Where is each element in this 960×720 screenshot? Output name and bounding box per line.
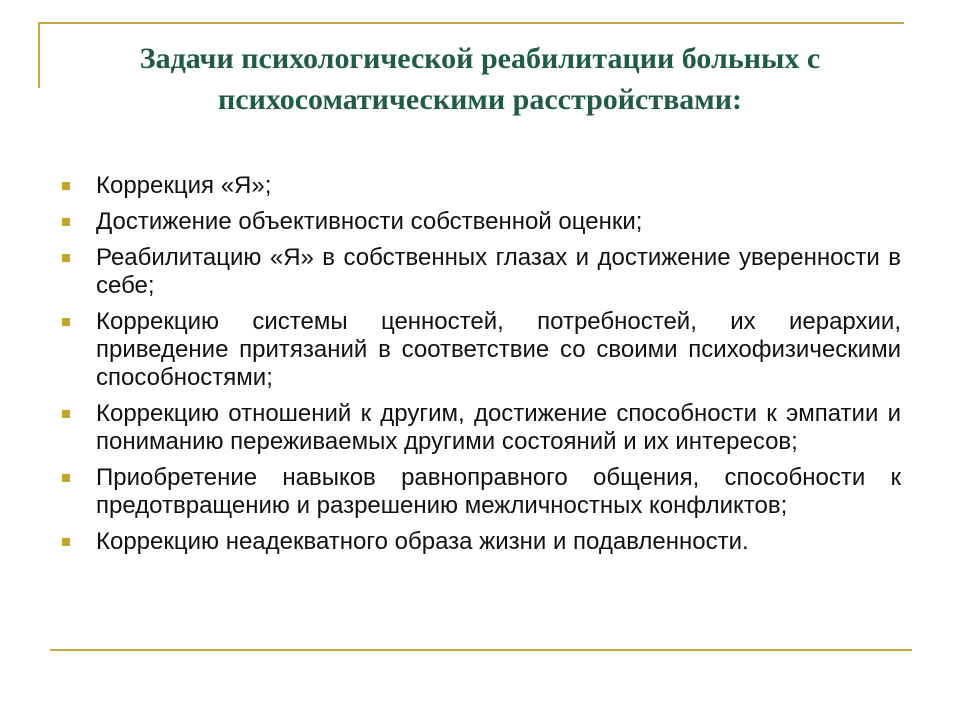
list-item <box>60 308 901 392</box>
list-item <box>60 464 901 520</box>
square-bullet-icon <box>62 218 70 226</box>
list-item <box>60 244 901 300</box>
list-item-text: Коррекцию отношений к другим, достижение способности к эмпатии и пониманию переживаемых другими состояний и их интересов; <box>96 400 901 455</box>
list-item <box>60 208 901 236</box>
list-item-text: Коррекция «Я»; <box>96 172 272 199</box>
list-item-text: Коррекцию неадекватного образа жизни и подавленности. <box>96 528 749 555</box>
list-item-text: Коррекцию системы ценностей, потребностей, их иерархии, приведение притязаний в соответствие со своими психофизическими способностями; <box>96 308 901 391</box>
list-item-text: Приобретение навыков равноправного общения, способности к предотвращению и разрешению межличностных конфликтов; <box>96 464 901 519</box>
list-item <box>60 172 901 200</box>
square-bullet-icon <box>62 410 70 418</box>
list-item-text: Достижение объективности собственной оценки; <box>96 208 643 235</box>
square-bullet-icon <box>62 318 70 326</box>
square-bullet-icon <box>62 474 70 482</box>
square-bullet-icon <box>62 182 70 190</box>
list-item-text: Реабилитацию «Я» в собственных глазах и достижение уверенности в себе; <box>96 244 901 299</box>
list-item <box>60 400 901 456</box>
square-bullet-icon <box>62 538 70 546</box>
list-item <box>60 528 901 556</box>
square-bullet-icon <box>62 254 70 262</box>
top-divider <box>40 22 904 24</box>
slide-title: Задачи психологической реабилитации больных с психосоматическими расстройствами: <box>139 42 821 116</box>
bullet-list <box>60 172 901 564</box>
left-divider <box>38 22 40 88</box>
bottom-divider <box>50 649 912 651</box>
